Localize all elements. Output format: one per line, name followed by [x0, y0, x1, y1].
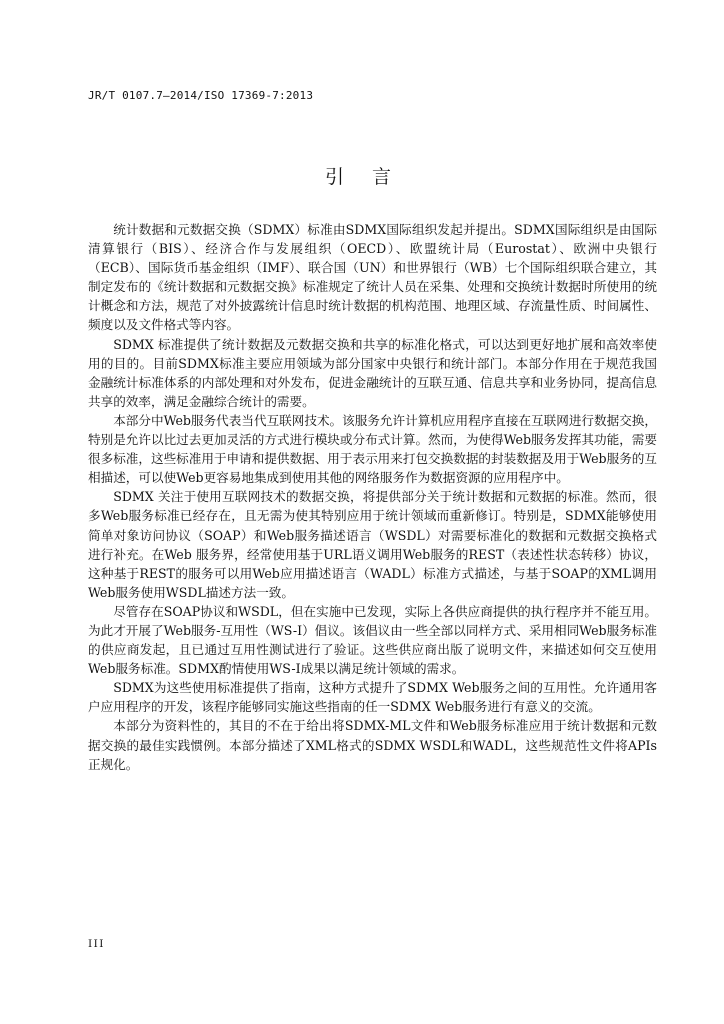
- paragraph: 本部分为资料性的，其目的不在于给出将SDMX-ML文件和Web服务标准应用于统计数据和元数据交换的最佳实践惯例。本部分描述了XML格式的SDMX WSDL和WADL，这些规范性文件将APIs正规化。: [88, 718, 657, 772]
- paragraph: SDMX为这些使用标准提供了指南，这种方式提升了SDMX Web服务之间的互用性。允许通用客户应用程序的开发，该程序能够同实施这些指南的任一SDMX Web服务进行有意义的交流。: [88, 680, 657, 715]
- page-number: III: [88, 938, 105, 950]
- paragraph: SDMX 标准提供了统计数据及元数据交换和共享的标准化格式，可以达到更好地扩展和高效率使用的目的。目前SDMX标准主要应用领域为部分国家中央银行和统计部门。本部分作用在于规范我国金融统计标准体系的内部处理和对外发布，促进金融统计的互联互通、信息共享和业务协同，提高信息共享的效率，满足金融综合统计的需要。: [88, 336, 657, 409]
- body-text: [88, 220, 657, 774]
- paragraph: 统计数据和元数据交换（SDMX）标准由SDMX国际组织发起并提出。SDMX国际组织是由国际清算银行（BIS）、经济合作与发展组织（OECD）、欧盟统计局（Eurostat）、欧洲中央银行（ECB）、国际货币基金组织（IMF）、联合国（UN）和世界银行（WB）七个国际组织联合建立，其制定发布的《统计数据和元数据交换》标准规定了统计人员在采集、处理和交换统计数据时所使用的统计概念和方法，规范了对外披露统计信息时统计数据的机构范围、地理区域、存流量性质、时间属性、频度以及文件格式等内容。: [88, 222, 657, 333]
- paragraph: 尽管存在SOAP协议和WSDL，但在实施中已发现，实际上各供应商提供的执行程序并不能互用。为此才开展了Web服务-互用性（WS-I）倡议。该倡议由一些全部以同样方式、采用相同Web服务标准的供应商发起，且已通过互用性测试进行了验证。这些供应商出版了说明文件，来描述如何交互使用Web服务标准。SDMX酌情使用WS-I成果以满足统计领域的需求。: [88, 603, 657, 677]
- page-title: 引言: [324, 166, 419, 188]
- paragraph: 本部分中Web服务代表当代互联网技术。该服务允许计算机应用程序直接在互联网进行数据交换，特别是允许以比过去更加灵活的方式进行模块或分布式计算。然而，为使得Web服务发挥其功能，需要很多标准，这些标准用于申请和提供数据、用于表示用来打包交换数据的封装数据及用于Web服务的互相描述，可以使Web更容易地集成到使用其他的网络服务作为数据资源的应用程序中。: [88, 412, 657, 486]
- standard-number-header: JR/T 0107.7—2014/ISO 17369-7:2013: [88, 89, 314, 102]
- paragraph: SDMX 关注于使用互联网技术的数据交换，将提供部分关于统计数据和元数据的标准。然而，很多Web服务标准已经存在，且无需为使其特别应用于统计领域而重新修订。特别是，SDMX能够使用简单对象访问协议（SOAP）和Web服务描述语言（WSDL）对需要标准化的数据和元数据交换格式进行补充。在Web 服务界，经常使用基于URL语义调用Web服务的REST（表述性状态转移）协议，这种基于REST的服务可以用Web应用描述语言（WADL）标准方式描述，与基于SOAP的XML调用Web服务使用WSDL描述方法一致。: [88, 489, 657, 600]
